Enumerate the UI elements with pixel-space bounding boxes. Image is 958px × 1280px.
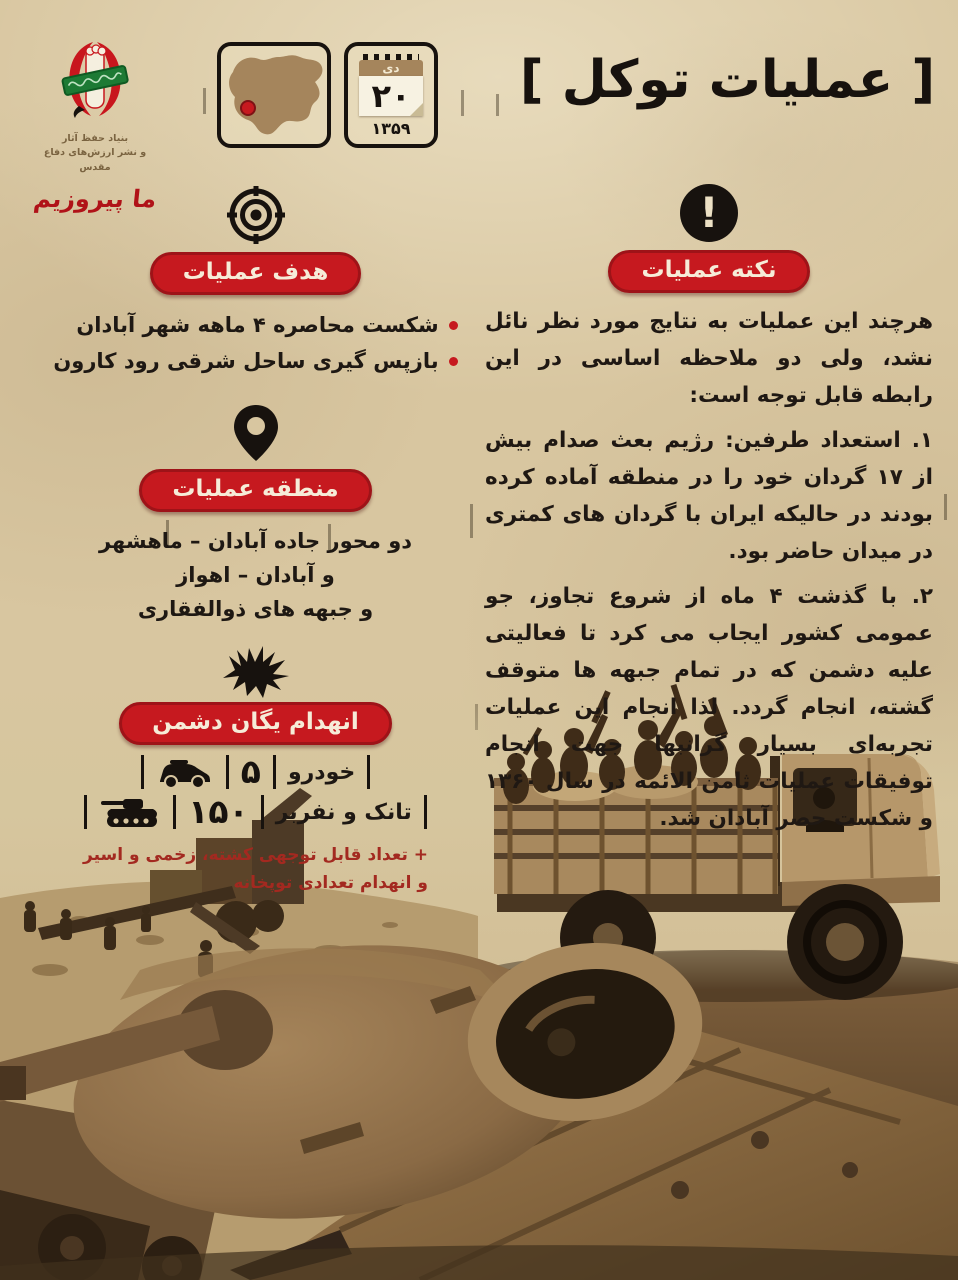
- calendar-month: دی: [359, 60, 423, 76]
- area-badge: منطقه عملیات: [139, 469, 371, 512]
- tick-mark: [203, 88, 206, 114]
- note-badge: نکته عملیات: [608, 250, 809, 293]
- calendar-day: ۲۰: [371, 77, 411, 115]
- explosion-icon: [223, 646, 289, 698]
- bullet-dot-icon: [449, 357, 458, 366]
- casualties-note: + تعداد قابل توجهی کشته، زخمی و اسیر و انهدام تعدادی توپخانه: [83, 845, 428, 894]
- area-lines: دو محور جاده آبادان – ماهشهر و آبادان – اهواز و جبهه های ذوالفقاری: [98, 529, 413, 621]
- objective-item: شکست محاصره ۴ ماهه شهر آبادان: [76, 309, 457, 341]
- note-paragraph-1: ۱. استعداد طرفین: رژیم بعث صدام بیش از ۱۷ گردان خود را در منطقه آماده کرده بودند در حالیکه ایران با گردان های کمتری در میدان حاضر بود.: [485, 428, 933, 564]
- foundation-name-line2: و نشر ارزش‌های دفاع مقدس: [43, 147, 147, 173]
- destruction-badge: انهدام یگان دشمن: [119, 702, 392, 745]
- calendar-sheet: [359, 54, 423, 116]
- exclamation-circle-icon: !: [680, 184, 738, 242]
- target-icon: [227, 186, 285, 244]
- poster-title: [ عملیات توکل ]: [519, 50, 936, 110]
- note-paragraph-2: ۲. با گذشت ۴ ماه از شروع تجاوز، جو عمومی کشور ایجاب می کرد تا فعالیتی علیه دشمن که در تمام جبهه ها متوقف گشته، انجام گردد. لذا انجام این عملیات تجربه‌ای بسیار گرانبها جهت انجام توفیقات عملیات ثامن الائمه در سال ۱۳۶۰ و شکست حصر آبادان شد.: [485, 584, 933, 831]
- objective-badge: هدف عملیات: [150, 252, 362, 295]
- destruction-stats: [84, 752, 426, 831]
- calendar-fold-corner: [410, 103, 423, 116]
- calendar-year: ۱۳۵۹: [371, 119, 411, 138]
- bullet-dot-icon: [449, 321, 458, 330]
- location-pin-icon: [229, 403, 283, 463]
- right-column: [470, 184, 948, 845]
- tick-mark: [461, 90, 464, 116]
- logo-signature: ما پیروزیم: [32, 184, 158, 213]
- iran-map-icon: [221, 46, 327, 144]
- left-column: [48, 186, 463, 897]
- objective-list: [53, 309, 457, 377]
- stat-row-tanks: تانک و نفربر ۱۵۰: [84, 795, 426, 829]
- calendar-card: [344, 42, 438, 148]
- stat-row-vehicles: خودرو ۵: [141, 755, 370, 789]
- tick-mark: [496, 94, 499, 116]
- foundation-name-line1: بنیاد حفظ آثار: [61, 133, 129, 144]
- note-paragraphs: [485, 303, 933, 845]
- iran-map-card: [217, 42, 331, 148]
- fist-tulip-emblem-icon: [59, 36, 131, 122]
- note-paragraph-intro: هرچند این عملیات به نتایج مورد نظر نائل نشد، ولی دو ملاحظه اساسی در این رابطه قابل توجه است:: [485, 309, 933, 408]
- car-icon: [156, 755, 214, 789]
- objective-item: بازپس گیری ساحل شرقی رود کارون: [53, 345, 457, 377]
- tank-icon: [99, 795, 161, 829]
